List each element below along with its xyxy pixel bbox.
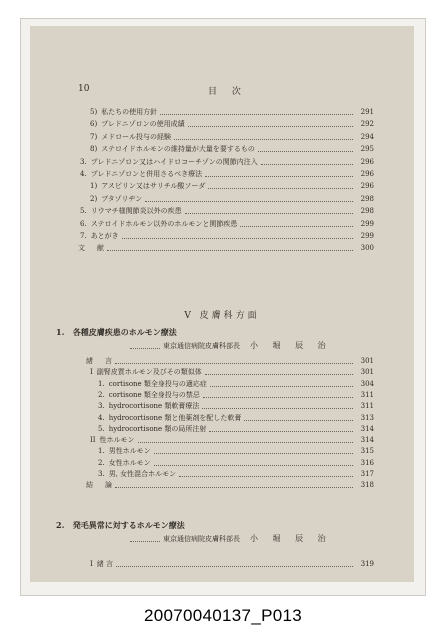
leader-dots (261, 163, 353, 165)
toc-entry-page: 299 (360, 219, 374, 228)
toc-entry-number: 6. (80, 219, 87, 228)
toc-entry-title: プレドニゾロンの使用成績 (101, 120, 185, 129)
leader-dots (188, 125, 353, 127)
toc-entry-title: ステロイドホルモンの維持量が大量を要するもの (101, 145, 255, 154)
toc-entry-title: 言 (105, 357, 112, 365)
toc-entry-page: 301 (360, 357, 374, 365)
toc-entry-page: 298 (360, 194, 374, 203)
toc-entry-title: アスピリン又はサリチル酸ソーダ (101, 182, 206, 191)
toc-entry-page: 314 (360, 436, 374, 445)
toc-entry (98, 378, 374, 389)
toc-entry-page: 318 (360, 481, 374, 490)
toc-entry-number: I (90, 560, 93, 568)
leader-dots (154, 452, 353, 454)
toc-entry (98, 400, 374, 411)
toc-entry-title: 論 (105, 481, 112, 490)
toc-entry-page: 311 (360, 402, 374, 411)
table-of-contents (30, 26, 414, 582)
toc-entry-title: cortisone 類全身投与の適応症 (108, 379, 207, 388)
toc-entry (86, 355, 374, 366)
toc-entry-page: 294 (360, 132, 374, 141)
leader-dots (258, 150, 353, 152)
toc-entry-number: 7. (80, 232, 87, 240)
leader-dots (203, 396, 353, 398)
leader-dots (160, 113, 353, 115)
toc-entry-page: 311 (360, 390, 374, 399)
toc-entry (98, 412, 374, 423)
chapter-1-author (130, 340, 332, 351)
toc-entry-title: ブタゾリヂン (101, 194, 143, 203)
toc-entry-title: 緒 言 (96, 560, 113, 568)
toc-entry (98, 423, 374, 434)
image-caption: 20070040137_P013 (144, 606, 302, 625)
toc-entry-number: 2) (90, 194, 98, 203)
leader-dots (130, 347, 160, 349)
toc-entry-number: 5. (98, 424, 105, 433)
toc-entry (86, 479, 374, 490)
leader-dots (154, 464, 353, 466)
toc-entry-number: 1. (98, 447, 105, 456)
toc-entry-number: 4. (80, 170, 87, 178)
chapter-1-affiliation: 東京通信病院皮膚科部長 (163, 342, 240, 350)
toc-entry-number: 3. (80, 157, 87, 166)
scanned-page (30, 26, 414, 582)
toc-entry (80, 230, 374, 241)
toc-entry-title: 献 (97, 244, 104, 253)
toc-entry-number: 1. (98, 379, 105, 388)
chapter-2-number: 2. (56, 520, 65, 530)
toc-entry-title: cortisone 類全身投与の禁忌 (108, 390, 200, 399)
toc-entry-page: 316 (360, 458, 374, 467)
toc-entry (90, 143, 374, 154)
toc-entry-page: 292 (360, 120, 374, 129)
toc-entry-number: I (90, 368, 93, 377)
toc-entry-page: 296 (360, 182, 374, 191)
toc-entry (80, 168, 374, 179)
toc-entry-page: 295 (360, 145, 374, 154)
leader-dots (205, 175, 353, 177)
leader-dots (205, 373, 353, 375)
leader-dots (122, 237, 353, 239)
toc-entry-title: hydrocortisone 類軟膏療法 (108, 402, 200, 411)
toc-entry-title: 女性ホルモン (108, 458, 151, 467)
toc-entry (90, 434, 374, 445)
leader-dots (107, 249, 353, 251)
leader-dots (174, 138, 353, 140)
toc-entry-number: 5) (90, 108, 98, 116)
toc-entry-number: 緒 (86, 357, 93, 365)
leader-dots (185, 212, 353, 214)
toc-entry-title: メドロール投与の経験 (101, 132, 172, 141)
toc-entry-number: 結 (86, 481, 93, 490)
leader-dots (115, 486, 353, 488)
toc-entry-title: 性ホルモン (99, 436, 135, 445)
toc-entry-number: 6) (90, 120, 98, 129)
toc-entry-title: hydrocortisone 類と他薬剤を配した軟膏 (108, 413, 242, 422)
toc-entry (98, 468, 374, 479)
toc-entry-page: 296 (360, 170, 374, 178)
toc-entry-number: 2. (98, 458, 105, 467)
leader-dots (208, 187, 353, 189)
toc-entry-page: 296 (360, 157, 374, 166)
toc-entry-number: 3. (98, 470, 105, 478)
chapter-1-title: 各種皮膚疾患のホルモン療法 (72, 327, 177, 337)
toc-entry-number: 文 (78, 244, 85, 253)
toc-entry-number: 8) (90, 145, 98, 154)
toc-entry-title: 私たちの使用方針 (101, 108, 158, 116)
toc-entry (80, 218, 374, 229)
leader-dots (244, 419, 353, 421)
chapter-2-title: 発毛異常に対するホルモン療法 (72, 520, 185, 530)
toc-entry-title: 男, 女性混合ホルモン (108, 470, 177, 478)
toc-entry (90, 558, 374, 569)
chapter-2-affiliation: 東京通信病院皮膚科部長 (163, 535, 240, 543)
leader-dots (116, 565, 353, 567)
toc-entry-title: 男性ホルモン (108, 447, 151, 456)
toc-entry-page: 319 (360, 560, 374, 568)
toc-entry (90, 193, 374, 204)
toc-entry (98, 389, 374, 400)
leader-dots (138, 441, 353, 443)
toc-entry (90, 366, 374, 377)
toc-entry-page: 317 (360, 470, 374, 478)
toc-entry-title: hydrocortisone 類の局所注射 (108, 424, 207, 433)
toc-entry-number: 2. (98, 390, 105, 399)
section-title: V 皮膚科方面 (184, 311, 260, 321)
leader-dots (210, 385, 353, 387)
chapter-1-author-name: 小 堀 辰 治 (250, 341, 332, 350)
toc-entry-title: プレドニゾロンと併用さるべき療法 (90, 170, 203, 178)
toc-entry (78, 242, 374, 253)
toc-entry (80, 205, 374, 216)
toc-entry-title: プレドニゾロン又はハイドロコーチゾンの関節内注入 (90, 157, 258, 166)
leader-dots (130, 540, 160, 542)
toc-entry-page: 301 (360, 368, 374, 377)
toc-entry (98, 457, 374, 468)
leader-dots (202, 407, 353, 409)
page-title: 目 次 (208, 87, 247, 97)
toc-entry (90, 180, 374, 191)
chapter-1-number: 1. (56, 327, 65, 337)
toc-entry (90, 106, 374, 117)
chapter-2-heading (56, 520, 185, 531)
toc-entry-title: 副腎皮質ホルモン及びその類似体 (96, 368, 202, 377)
chapter-1-heading (56, 327, 177, 338)
toc-entry-number: II (90, 436, 96, 445)
leader-dots (209, 430, 353, 432)
toc-entry-number: 7) (90, 132, 98, 141)
toc-entry-page: 315 (360, 447, 374, 456)
toc-entry-title: リウマチ様関節炎以外の疾患 (90, 207, 182, 216)
leader-dots (240, 225, 353, 227)
toc-entry-title: あとがき (90, 232, 119, 240)
toc-entry-page: 300 (360, 244, 374, 253)
leader-dots (179, 475, 353, 477)
toc-entry-number: 3. (98, 402, 105, 411)
toc-entry-page: 314 (360, 424, 374, 433)
toc-entry-page: 299 (360, 232, 374, 240)
toc-entry-page: 291 (360, 108, 374, 116)
toc-entry-page: 313 (360, 413, 374, 422)
page-number: 10 (78, 84, 90, 94)
leader-dots (145, 200, 353, 202)
toc-entry (80, 156, 374, 167)
toc-entry-page: 298 (360, 207, 374, 216)
toc-entry-number: 5. (80, 207, 87, 216)
chapter-2-author-name: 小 堀 辰 治 (250, 534, 332, 543)
toc-entry (90, 131, 374, 142)
toc-entry-number: 4. (98, 413, 105, 422)
toc-entry-title: ステロイドホルモン以外のホルモンと関節疾患 (90, 219, 238, 228)
leader-dots (115, 362, 353, 364)
chapter-2-author (130, 533, 332, 544)
toc-entry (90, 118, 374, 129)
toc-entry-number: 1) (90, 182, 98, 191)
toc-entry (98, 445, 374, 456)
toc-entry-page: 304 (360, 379, 374, 388)
